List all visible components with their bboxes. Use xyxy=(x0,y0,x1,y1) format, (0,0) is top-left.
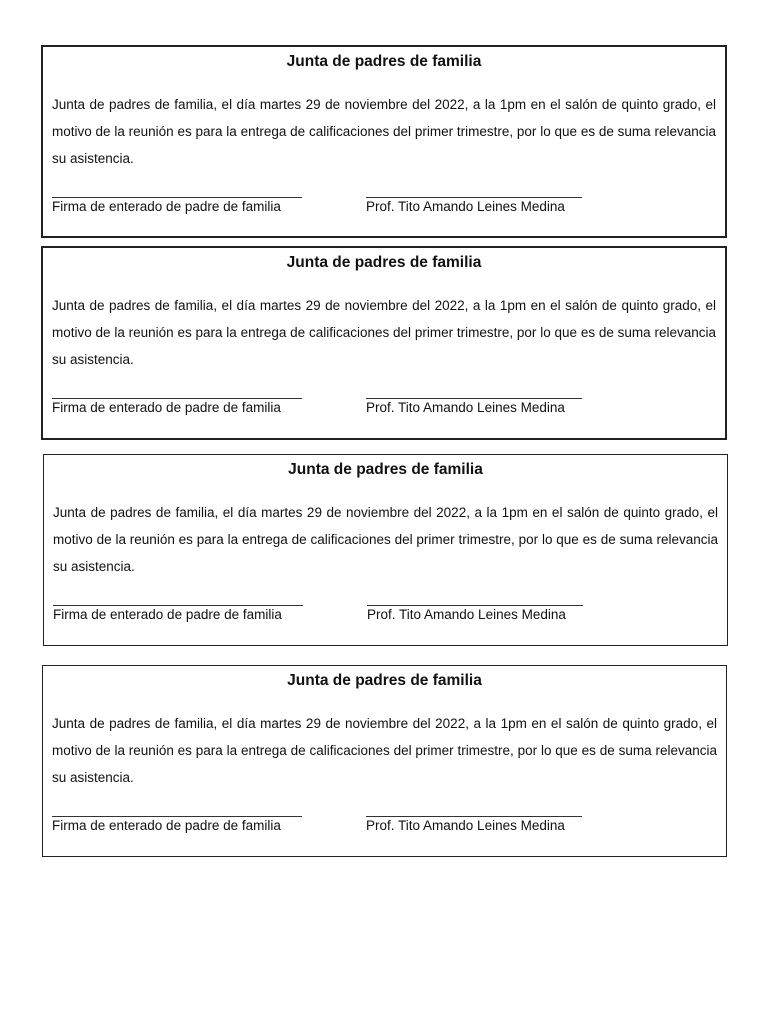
parent-signature-line xyxy=(52,802,302,817)
teacher-signature-line xyxy=(366,384,582,399)
notice-title: Junta de padres de familia xyxy=(288,461,483,478)
teacher-signature-label: Prof. Tito Amando Leines Medina xyxy=(366,400,565,415)
notice-body: Junta de padres de familia, el día martes 29 de noviembre del 2022, a la 1pm en el salón de quinto grado, el motivo de la reunión es para la entrega de calificaciones del primer trimestre, por lo que es de suma relevancia su asistencia. xyxy=(52,97,716,166)
notice-body: Junta de padres de familia, el día martes 29 de noviembre del 2022, a la 1pm en el salón de quinto grado, el motivo de la reunión es para la entrega de calificaciones del primer trimestre, por lo que es de suma relevancia su asistencia. xyxy=(52,716,717,785)
notice-body: Junta de padres de familia, el día martes 29 de noviembre del 2022, a la 1pm en el salón de quinto grado, el motivo de la reunión es para la entrega de calificaciones del primer trimestre, por lo que es de suma relevancia su asistencia. xyxy=(52,298,716,367)
teacher-signature-line xyxy=(367,591,583,606)
teacher-signature-line xyxy=(366,802,582,817)
notice-body: Junta de padres de familia, el día martes 29 de noviembre del 2022, a la 1pm en el salón de quinto grado, el motivo de la reunión es para la entrega de calificaciones del primer trimestre, por lo que es de suma relevancia su asistencia. xyxy=(53,505,718,574)
teacher-signature-line xyxy=(366,183,582,198)
notice-title: Junta de padres de familia xyxy=(287,672,482,689)
parent-signature xyxy=(53,591,303,623)
notice-card xyxy=(43,454,728,646)
parent-signature xyxy=(52,384,302,416)
parent-signature-line xyxy=(52,384,302,399)
parent-signature-line xyxy=(53,591,303,606)
teacher-signature xyxy=(366,183,582,215)
notice-card xyxy=(42,665,727,857)
parent-signature-label: Firma de enterado de padre de familia xyxy=(52,199,281,214)
notice-card xyxy=(41,45,727,238)
teacher-signature-label: Prof. Tito Amando Leines Medina xyxy=(367,607,566,622)
teacher-signature xyxy=(367,591,583,623)
parent-signature xyxy=(52,183,302,215)
teacher-signature xyxy=(366,384,582,416)
parent-signature-label: Firma de enterado de padre de familia xyxy=(52,818,281,833)
teacher-signature-label: Prof. Tito Amando Leines Medina xyxy=(366,818,565,833)
notice-card xyxy=(41,246,727,440)
teacher-signature-label: Prof. Tito Amando Leines Medina xyxy=(366,199,565,214)
teacher-signature xyxy=(366,802,582,834)
parent-signature xyxy=(52,802,302,834)
notice-title: Junta de padres de familia xyxy=(286,53,482,70)
parent-signature-label: Firma de enterado de padre de familia xyxy=(53,607,282,622)
parent-signature-label: Firma de enterado de padre de familia xyxy=(52,400,281,415)
parent-signature-line xyxy=(52,183,302,198)
notice-title: Junta de padres de familia xyxy=(286,254,482,271)
